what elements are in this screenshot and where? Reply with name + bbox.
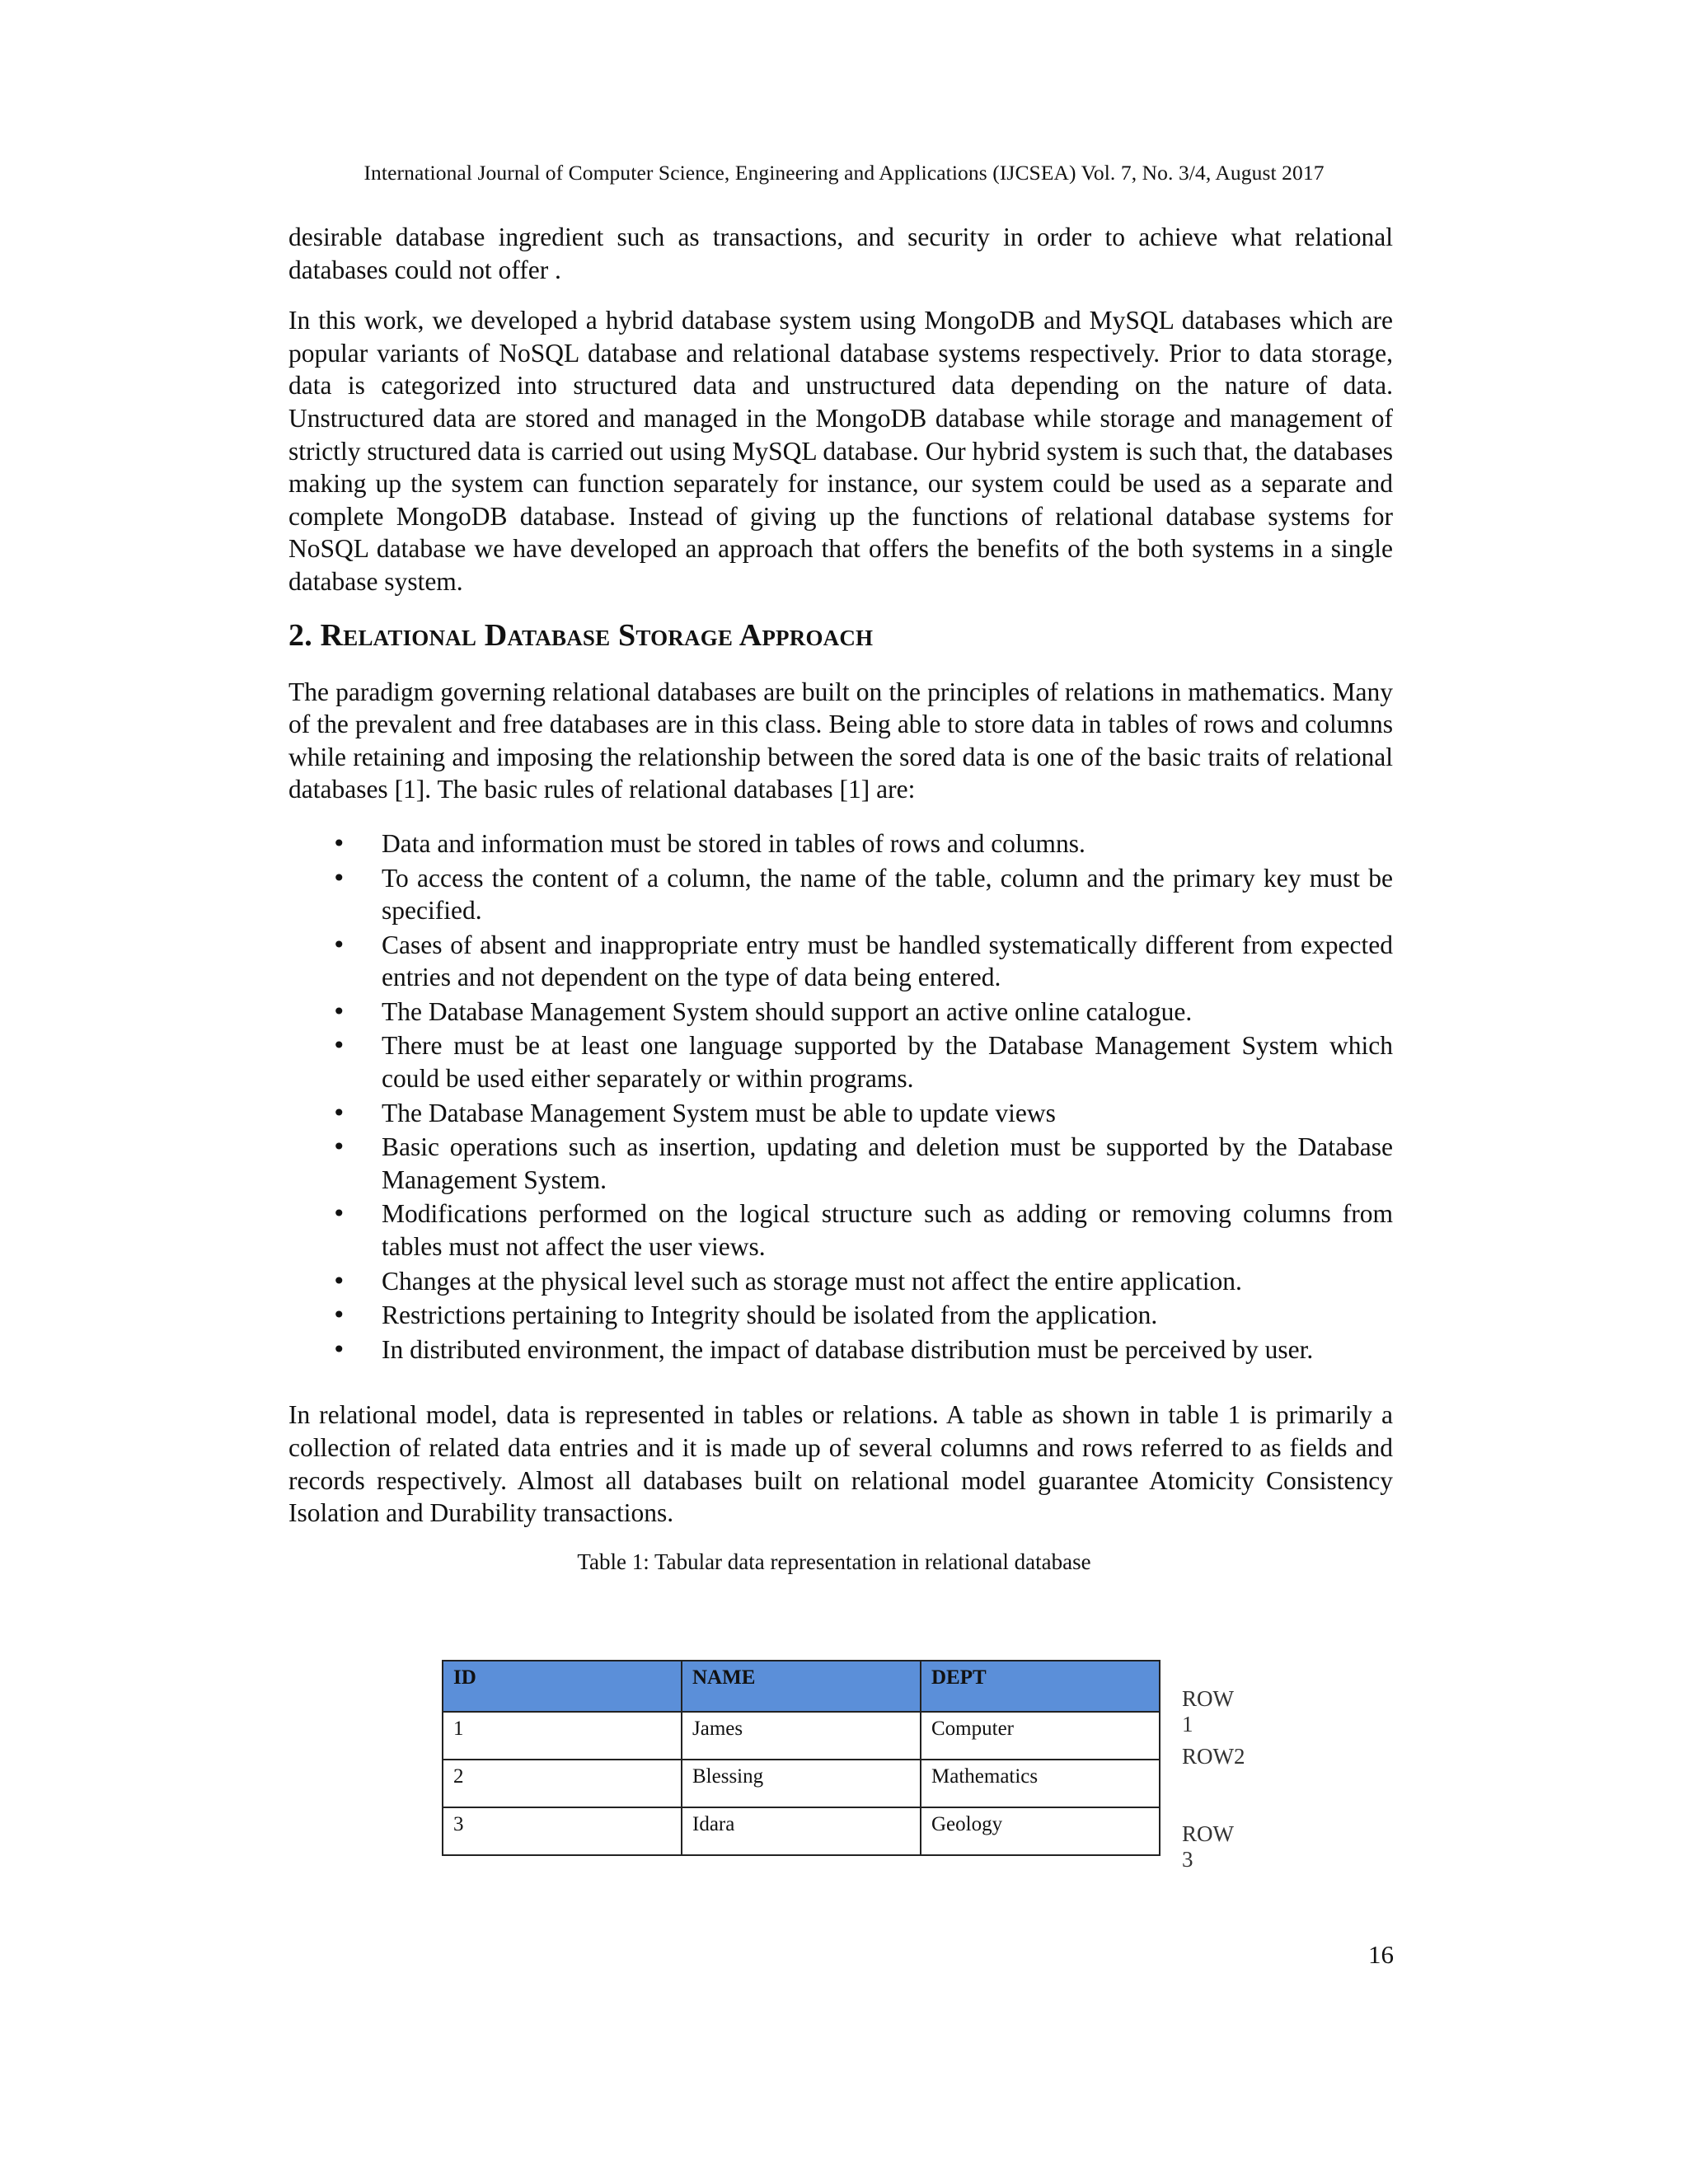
list-item-text: The Database Management System should support an active online catalogue. <box>382 996 1193 1026</box>
list-item-text: Data and information must be stored in tables of rows and columns. <box>382 828 1085 858</box>
section-heading: 2. Relational Database Storage Approach <box>288 617 874 653</box>
paragraph-paradigm: The paradigm governing relational databases are built on the principles of relations in mathematics. Many of the prevalent and free databases are in this class. Being able to store data in tables of rows and columns while retaining and imposing the relationship between the sored data is one of the basic traits of relational databases [1]. The basic rules of relational databases [1] are: <box>288 677 1393 804</box>
table-cell: Blessing <box>682 1760 921 1807</box>
table-figure <box>442 1660 1245 1872</box>
list-item-text: Modifications performed on the logical structure such as adding or removing columns from tables must not affect the user views. <box>382 1199 1393 1262</box>
table-cell: 2 <box>443 1760 682 1807</box>
article-body <box>288 221 1393 1576</box>
list-item-text: In distributed environment, the impact of database distribution must be perceived by user. <box>382 1334 1314 1364</box>
table-cell: James <box>682 1712 921 1760</box>
list-item-text: There must be at least one language supported by the Database Management System which could be used either separately or within programs. <box>382 1031 1393 1094</box>
table-caption: Table 1: Tabular data representation in relational database <box>577 1549 1091 1574</box>
list-item <box>332 1197 1393 1263</box>
table-row <box>443 1712 1160 1760</box>
table-row <box>443 1807 1160 1855</box>
row-label-1: ROW 1 <box>1182 1686 1234 1736</box>
table-cell: Idara <box>682 1807 921 1855</box>
column-header-dept: DEPT <box>921 1661 1160 1712</box>
table-row <box>443 1760 1160 1807</box>
bullet-icon: • <box>332 1200 346 1228</box>
bullet-icon: • <box>332 1301 346 1329</box>
list-item <box>332 1131 1393 1196</box>
bullet-icon: • <box>332 930 346 958</box>
bullet-icon: • <box>332 1133 346 1161</box>
list-item-text: Changes at the physical level such as storage must not affect the entire application. <box>382 1266 1242 1296</box>
list-item <box>332 1299 1393 1332</box>
table-cell: Mathematics <box>921 1760 1160 1807</box>
list-item <box>332 862 1393 927</box>
list-item-text: Cases of absent and inappropriate entry must be handled systematically different from expected entries and not dependent on the type of data being entered. <box>382 930 1393 992</box>
relational-rules-list <box>288 827 1393 1366</box>
bullet-icon: • <box>332 997 346 1025</box>
table-cell: Computer <box>921 1712 1160 1760</box>
data-table <box>442 1660 1160 1856</box>
list-item <box>332 827 1393 860</box>
paragraph-hybrid-work: In this work, we developed a hybrid database system using MongoDB and MySQL databases which are popular variants of NoSQL database and relational database systems respectively. Prior to data storage, data is categorized into structured data and unstructured data depending on the nature of data. Unstructured data are stored and managed in the MongoDB database while storage and management of strictly structured data is carried out using MySQL database. Our hybrid system is such that, the databases making up the system can function separately for instance, our system could be used as a separate and complete MongoDB database. Instead of giving up the functions of relational database systems for NoSQL database we have developed an approach that offers the benefits of the both systems in a single database system. <box>288 306 1393 596</box>
bullet-icon: • <box>332 1267 346 1295</box>
table-header-row <box>443 1661 1160 1712</box>
list-item <box>332 1029 1393 1094</box>
row-label-3: ROW 3 <box>1182 1821 1234 1872</box>
list-item <box>332 1097 1393 1130</box>
list-item-text: Basic operations such as insertion, updating and deletion must be supported by the Database Management System. <box>382 1132 1393 1194</box>
row-label-2: ROW2 <box>1182 1744 1245 1769</box>
bullet-icon: • <box>332 1335 346 1363</box>
list-item <box>332 1333 1393 1366</box>
list-item <box>332 929 1393 994</box>
table-cell: Geology <box>921 1807 1160 1855</box>
bullet-icon: • <box>332 1099 346 1127</box>
column-header-id: ID <box>443 1661 682 1712</box>
list-item <box>332 1265 1393 1298</box>
table-cell: 1 <box>443 1712 682 1760</box>
list-item-text: Restrictions pertaining to Integrity should be isolated from the application. <box>382 1301 1158 1330</box>
list-item <box>332 996 1393 1029</box>
table-cell: 3 <box>443 1807 682 1855</box>
list-item-text: To access the content of a column, the name of the table, column and the primary key must be specified. <box>382 863 1393 926</box>
paragraph-relational-model: In relational model, data is represented in tables or relations. A table as shown in table 1 is primarily a collection of related data entries and it is made up of several columns and rows referred to as fields and records respectively. Almost all databases built on relational model guarantee Atomicity Consistency Isolation and Durability transactions. <box>288 1400 1393 1528</box>
bullet-icon: • <box>332 864 346 892</box>
column-header-name: NAME <box>682 1661 921 1712</box>
running-header: International Journal of Computer Science, Engineering and Applications (IJCSEA) Vol. 7, No. 3/4, August 2017 <box>363 161 1325 185</box>
bullet-icon: • <box>332 829 346 857</box>
paragraph-continuation: desirable database ingredient such as transactions, and security in order to achieve what relational databases could not offer . <box>288 223 1393 284</box>
list-item-text: The Database Management System must be able to update views <box>382 1098 1056 1127</box>
page-number: 16 <box>1368 1940 1394 1969</box>
bullet-icon: • <box>332 1032 346 1060</box>
